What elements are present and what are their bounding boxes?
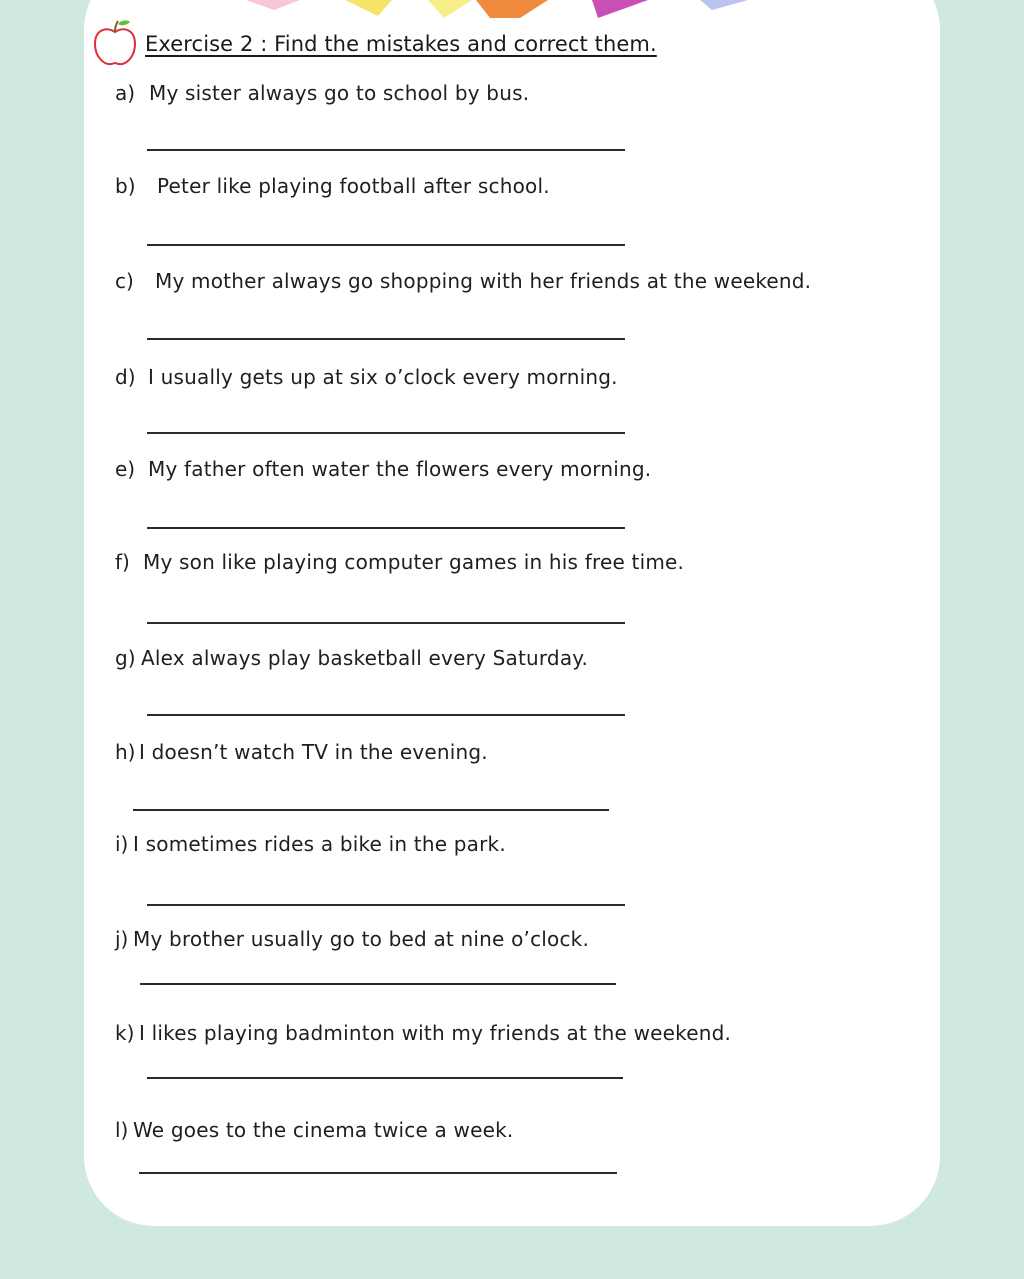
item-sentence: Alex always play basketball every Saturday.: [141, 646, 589, 670]
item-sentence: My sister always go to school by bus.: [149, 81, 530, 105]
answer-line[interactable]: [147, 527, 625, 529]
item-label: k): [115, 1021, 135, 1045]
answer-line[interactable]: [133, 809, 609, 811]
item-label: i): [115, 832, 129, 856]
item-sentence: My mother always go shopping with her friends at the weekend.: [155, 269, 812, 293]
item-label: e): [115, 457, 136, 481]
exercise-item: [0, 927, 1024, 997]
item-label: d): [115, 365, 136, 389]
exercise-item: [0, 365, 1024, 435]
answer-line[interactable]: [140, 983, 616, 985]
exercise-item: [0, 457, 1024, 527]
exercise-item: [0, 832, 1024, 902]
item-sentence: My father often water the flowers every morning.: [148, 457, 652, 481]
item-sentence: We goes to the cinema twice a week.: [133, 1118, 514, 1142]
exercise-item: [0, 269, 1024, 339]
item-label: h): [115, 740, 136, 764]
bunting-flag: [246, 0, 300, 10]
exercise-item: [0, 1021, 1024, 1091]
answer-line[interactable]: [147, 432, 625, 434]
bunting-flag: [592, 0, 648, 18]
bunting-flag: [345, 0, 392, 16]
item-sentence: I doesn’t watch TV in the evening.: [139, 740, 488, 764]
item-label: j): [115, 927, 129, 951]
exercise-item: [0, 174, 1024, 244]
item-label: c): [115, 269, 134, 293]
answer-line[interactable]: [147, 149, 625, 151]
exercise-item: [0, 1118, 1024, 1188]
answer-line[interactable]: [147, 904, 625, 906]
exercise-item: [0, 81, 1024, 151]
answer-line[interactable]: [147, 338, 625, 340]
bunting-flag: [428, 0, 472, 18]
bunting-flag: [700, 0, 748, 10]
item-sentence: Peter like playing football after school.: [157, 174, 550, 198]
item-sentence: My son like playing computer games in his free time.: [143, 550, 685, 574]
answer-line[interactable]: [147, 714, 625, 716]
item-sentence: I usually gets up at six o’clock every morning.: [148, 365, 618, 389]
answer-line[interactable]: [139, 1172, 617, 1174]
exercise-item: [0, 646, 1024, 716]
item-sentence: I likes playing badminton with my friends at the weekend.: [139, 1021, 732, 1045]
exercise-item: [0, 550, 1024, 620]
item-label: g): [115, 646, 136, 670]
item-sentence: I sometimes rides a bike in the park.: [133, 832, 506, 856]
exercise-item: [0, 740, 1024, 810]
apple-icon: [92, 18, 138, 68]
answer-line[interactable]: [147, 244, 625, 246]
answer-line[interactable]: [147, 1077, 623, 1079]
answer-line[interactable]: [147, 622, 625, 624]
item-label: l): [115, 1118, 129, 1142]
bunting-flag: [476, 0, 548, 18]
item-label: b): [115, 174, 136, 198]
item-label: a): [115, 81, 136, 105]
bunting-decoration: [0, 0, 1024, 24]
exercise-title: Exercise 2 : Find the mistakes and correct them.: [145, 32, 657, 56]
item-label: f): [115, 550, 130, 574]
item-sentence: My brother usually go to bed at nine o’clock.: [133, 927, 590, 951]
